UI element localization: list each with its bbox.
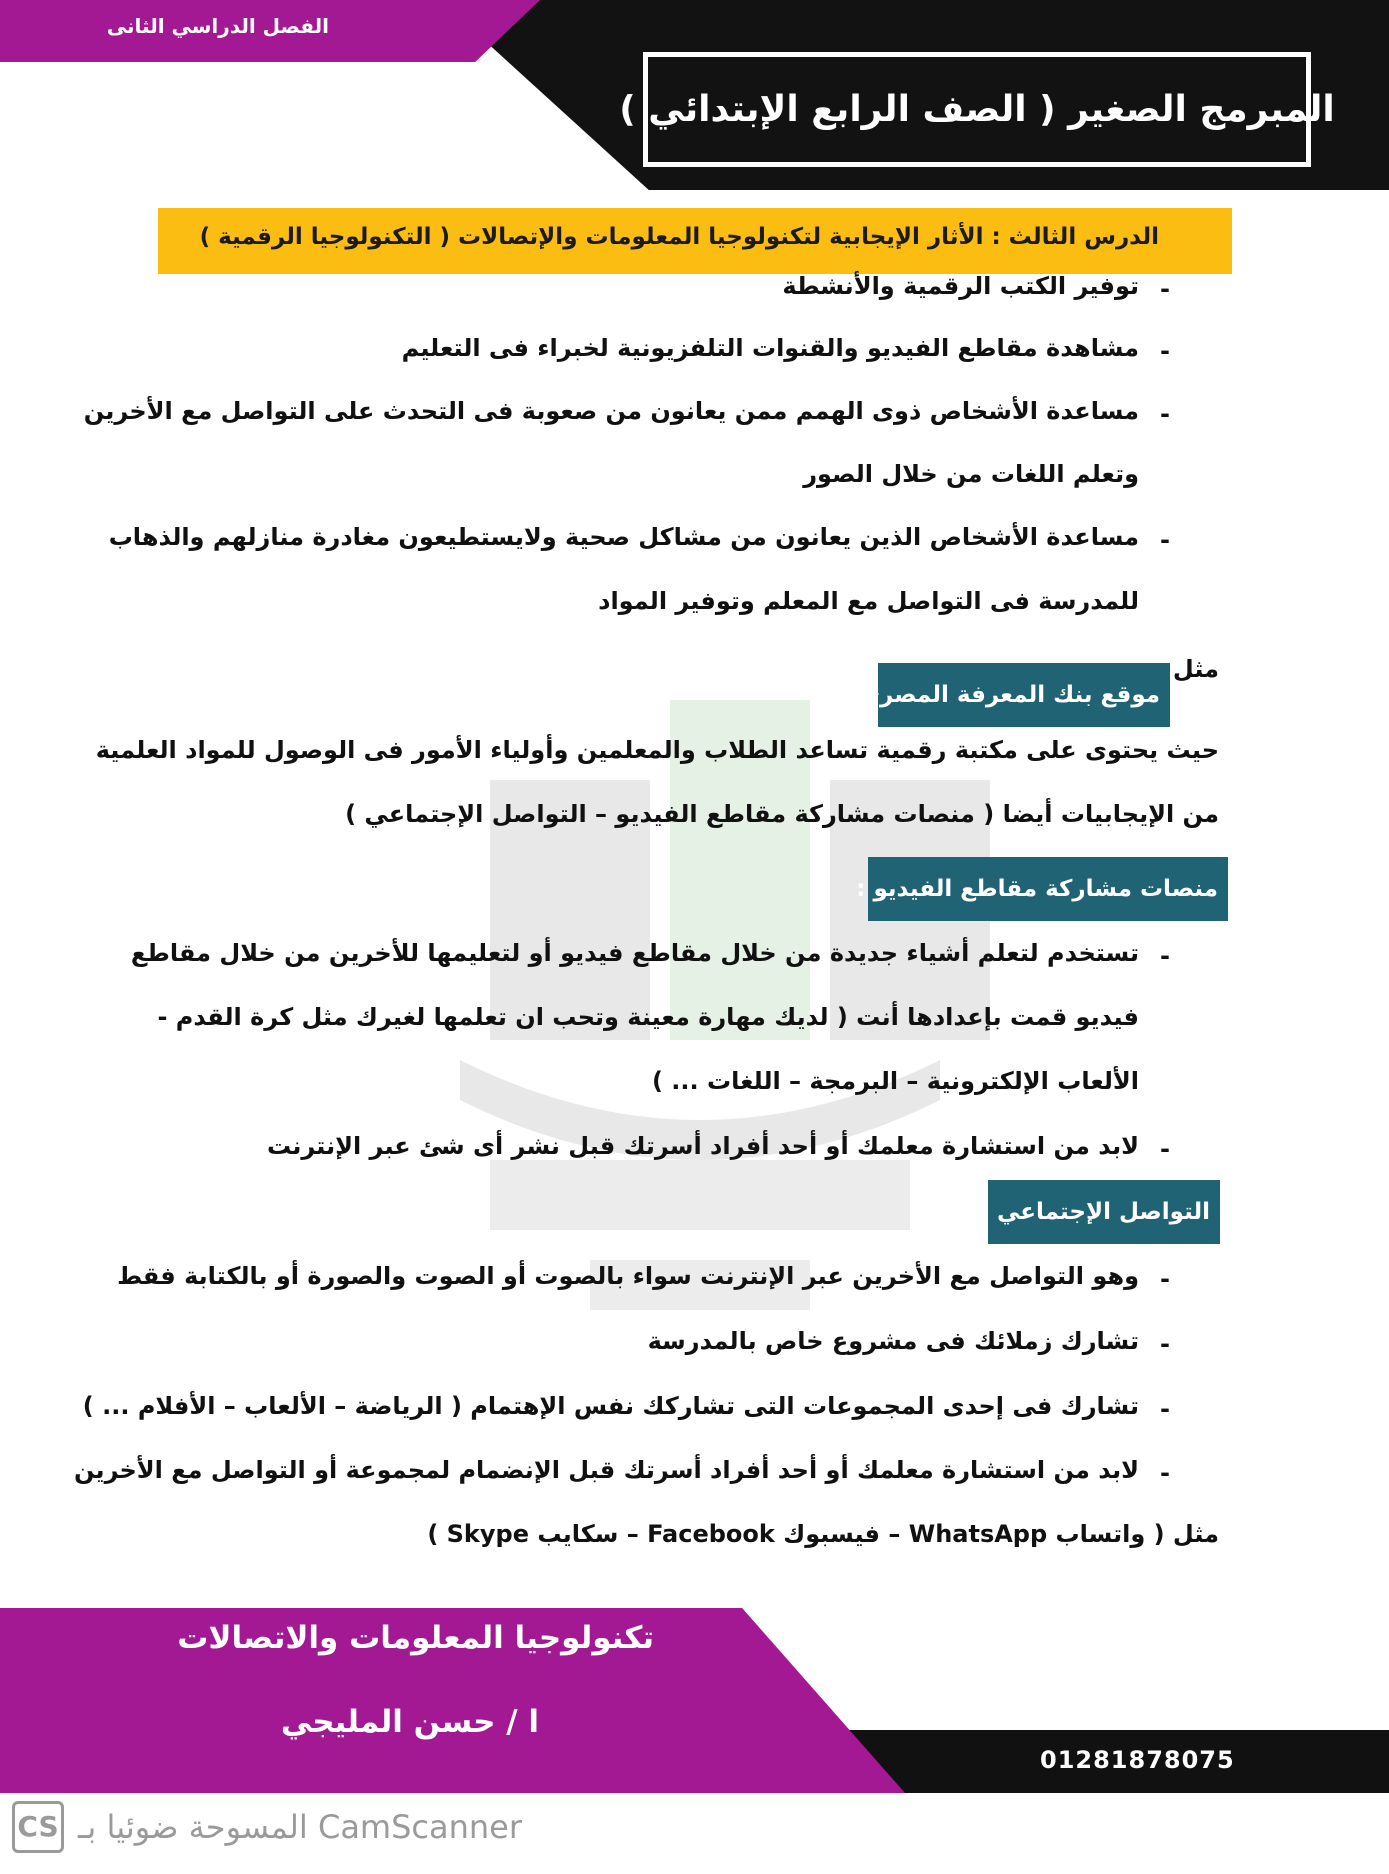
bullet-dash: -	[1160, 526, 1170, 554]
social-media-heading: التواصل الإجتماعي :	[988, 1180, 1220, 1244]
list-item-continued: للمدرسة فى التواصل مع المعلم وتوفير المواد	[598, 587, 1139, 615]
footer-phone-number: 01281878075	[1040, 1746, 1235, 1774]
example-more: من الإيجابيات أيضا ( منصات مشاركة مقاطع الفيديو – التواصل الإجتماعي )	[345, 800, 1219, 828]
list-item: لابد من استشارة معلمك أو أحد أفراد أسرتك قبل نشر أى شئ عبر الإنترنت	[266, 1132, 1139, 1160]
page-title-box	[619, 52, 1335, 167]
example-prefix: مثل	[1172, 655, 1219, 683]
list-item: وهو التواصل مع الأخرين عبر الإنترنت سواء بالصوت أو الصوت والصورة أو بالكتابة فقط	[117, 1262, 1139, 1290]
bullet-dash: -	[1160, 1459, 1170, 1487]
list-item-continued: الألعاب الإلكترونية – البرمجة – اللغات ... )	[651, 1067, 1139, 1095]
social-apps-examples: مثل ( واتساب WhatsApp – فيسبوك Facebook – سكايب Skype )	[427, 1520, 1219, 1548]
list-item: توفير الكتب الرقمية والأنشطة	[782, 272, 1139, 300]
page-title: المبرمج الصغير ( الصف الرابع الإبتدائي )	[619, 89, 1335, 130]
bullet-dash: -	[1160, 1395, 1170, 1423]
list-item: تشارك زملائك فى مشروع خاص بالمدرسة	[647, 1327, 1139, 1355]
bullet-dash: -	[1160, 1135, 1170, 1163]
footer-subject: تكنولوجيا المعلومات والاتصالات	[177, 1620, 654, 1656]
bullet-dash: -	[1160, 275, 1170, 303]
list-item-continued: وتعلم اللغات من خلال الصور	[803, 460, 1139, 488]
knowledge-bank-heading: موقع بنك المعرفة المصري:	[878, 663, 1170, 727]
list-item: تستخدم لتعلم أشياء جديدة من خلال مقاطع فيديو أو لتعليمها للأخرين من خلال مقاطع	[130, 939, 1139, 967]
example-description: حيث يحتوى على مكتبة رقمية تساعد الطلاب والمعلمين وأولياء الأمور فى الوصول للمواد العلمية	[95, 736, 1219, 764]
bullet-dash: -	[1160, 1330, 1170, 1358]
footer-teacher-name: ا / حسن المليجي	[280, 1704, 539, 1740]
list-item: لابد من استشارة معلمك أو أحد أفراد أسرتك قبل الإنضمام لمجموعة أو التواصل مع الأخرين	[73, 1456, 1139, 1484]
list-item: مساعدة الأشخاص ذوى الهمم ممن يعانون من صعوبة فى التحدث على التواصل مع الأخرين	[83, 397, 1139, 425]
list-item: مساعدة الأشخاص الذين يعانون من مشاكل صحية ولايستطيعون مغادرة منازلهم والذهاب	[108, 523, 1139, 551]
camscanner-logo-icon: CS	[12, 1801, 64, 1853]
bullet-dash: -	[1160, 400, 1170, 428]
bullet-dash: -	[1160, 942, 1170, 970]
list-item: مشاهدة مقاطع الفيديو والقنوات التلفزيونية لخبراء فى التعليم	[401, 334, 1139, 362]
lesson-title: الدرس الثالث : الأثار الإيجابية لتكنولوجيا المعلومات والإتصالات ( التكنولوجيا الرقمية )	[199, 224, 1159, 250]
bullet-dash: -	[1160, 337, 1170, 365]
list-item: تشارك فى إحدى المجموعات التى تشاركك نفس الإهتمام ( الرياضة – الألعاب – الأفلام ... )	[82, 1392, 1139, 1420]
video-platforms-heading: منصات مشاركة مقاطع الفيديو :	[868, 857, 1228, 921]
bullet-dash: -	[1160, 1265, 1170, 1293]
semester-label: الفصل الدراسي الثانى	[106, 14, 329, 38]
list-item-continued: فيديو قمت بإعدادها أنت ( لديك مهارة معينة وتحب ان تعلمها لغيرك مثل كرة القدم -	[157, 1003, 1139, 1031]
camscanner-caption: المسوحة ضوئيا بـ CamScanner	[78, 1808, 523, 1846]
